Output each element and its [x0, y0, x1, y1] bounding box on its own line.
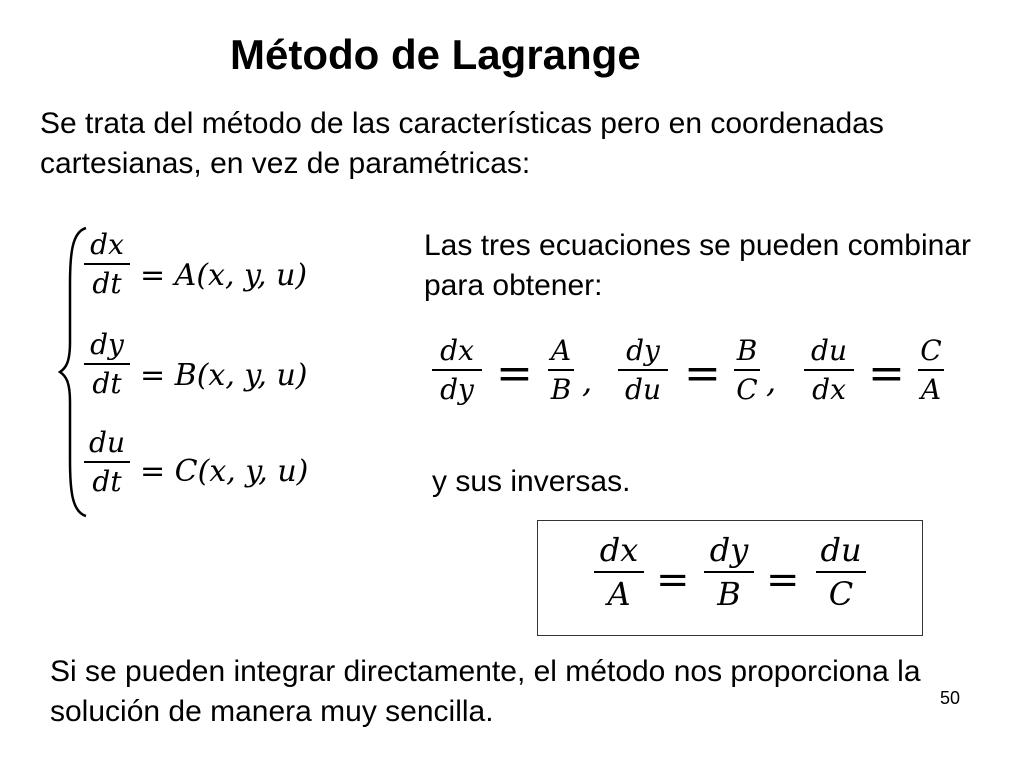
boxed-den-1: A [607, 575, 631, 613]
ratio-left-frac-3 [804, 334, 854, 406]
ratio-eq-1: = [496, 348, 533, 399]
boxed-num-3: du [820, 531, 862, 569]
system-frac-2 [84, 328, 130, 400]
boxed-num-1: dx [599, 531, 639, 569]
ratio-left-num-1: dx [440, 334, 474, 367]
ratio-eq-2: = [684, 348, 721, 399]
page-number: 50 [940, 688, 961, 708]
ratio-left-den-2: du [625, 373, 661, 406]
boxed-frac-3 [816, 531, 866, 613]
combine-text: Las tres ecuaciones se pueden combinar para obtener: [424, 229, 972, 302]
ratio-right-frac-2 [734, 334, 760, 406]
boxed-eq-2: = [766, 557, 800, 603]
ratio-left-den-1: dy [440, 373, 474, 406]
ratio-right-num-1: A [550, 334, 572, 367]
ratio-eq-3: = [868, 348, 905, 399]
ratio-sep-2: , [766, 362, 777, 400]
ratio-left-num-2: dy [626, 334, 660, 367]
ratio-left-den-3: dx [812, 373, 846, 406]
system-den-3: dt [92, 465, 122, 498]
system-num-1: dx [90, 228, 124, 261]
ratio-left-frac-2 [618, 334, 668, 406]
intro-paragraph: Se trata del método de las características pero en coordenadas cartesianas, en vez de paramétricas: [40, 107, 884, 180]
ratio-right-frac-1 [548, 334, 574, 406]
ratio-left-frac-1 [432, 334, 482, 406]
ratio-right-num-3: C [920, 334, 942, 367]
ratio-sep-1: , [582, 362, 593, 400]
boxed-num-2: dy [709, 531, 749, 569]
boxed-frac-1 [594, 531, 644, 613]
system-rhs-2: = B(x, y, u) [140, 358, 308, 393]
ratio-left-num-3: du [811, 334, 847, 367]
ratio-right-num-2: B [736, 334, 758, 367]
boxed-eq-1: = [656, 557, 690, 603]
system-frac-1 [84, 228, 130, 300]
system-frac-3 [84, 426, 130, 498]
system-num-2: dy [90, 328, 124, 361]
slide-title: Método de Lagrange [230, 31, 641, 78]
boxed-frac-2 [704, 531, 754, 613]
system-den-1: dt [92, 267, 122, 300]
ratio-right-den-1: B [550, 373, 572, 406]
system-rhs-3: = C(x, y, u) [140, 454, 309, 489]
ratio-right-frac-3 [918, 334, 944, 406]
system-rhs-1: = A(x, y, u) [140, 258, 308, 293]
ratio-right-den-2: C [736, 373, 758, 406]
system-num-3: du [89, 426, 125, 459]
ratio-right-den-3: A [920, 373, 942, 406]
inverses-text: y sus inversas. [432, 465, 631, 498]
boxed-den-3: C [828, 575, 854, 613]
system-den-2: dt [92, 367, 122, 400]
boxed-den-2: B [717, 575, 741, 613]
conclusion-paragraph: Si se pueden integrar directamente, el método nos proporciona la solución de manera muy sencilla. [50, 655, 921, 728]
boxed-equation [537, 520, 923, 636]
